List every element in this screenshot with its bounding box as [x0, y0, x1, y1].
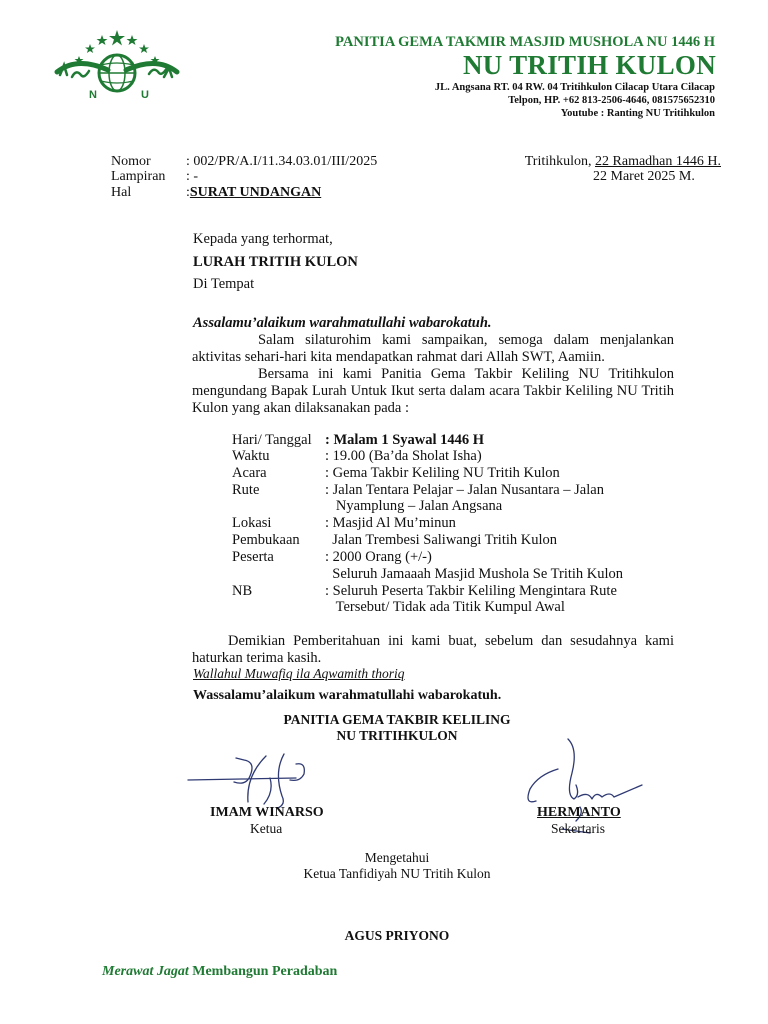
footer-motto-rest: Membangun Peradaban: [188, 964, 338, 979]
detail-label: Pembukaan: [232, 532, 300, 548]
right-signer-role: Sekertaris: [551, 821, 605, 836]
recipient-name: LURAH TRITIH KULON: [193, 254, 358, 270]
header-name: NU TRITIH KULON: [462, 50, 716, 80]
lampiran-label: Lampiran: [111, 169, 166, 184]
header-address: JL. Angsana RT. 04 RW. 04 Tritihkulon Cilacap Utara Cilacap: [434, 82, 715, 93]
detail-value: : 19.00 (Ba’da Sholat Isha): [325, 448, 482, 464]
right-signer-name: HERMANTO: [537, 805, 621, 820]
detail-value: Nyamplung – Jalan Angsana: [325, 498, 503, 514]
paragraph-2: Bersama ini kami Panitia Gema Takbir Keliling NU Tritihkulon mengundang Bapak Lurah Untuk Ikut serta dalam acara Takbir Keliling NU Tritih Kulon yang akan dilaksanakan pada :: [192, 366, 674, 416]
recipient-greeting: Kepada yang terhormat,: [193, 231, 333, 247]
date-hijri: 22 Ramadhan 1446 H.: [595, 154, 721, 169]
bottom-signer-name: AGUS PRIYONO: [344, 928, 450, 943]
hal-label: Hal: [111, 185, 132, 200]
hal-subject: SURAT UNDANGAN: [189, 185, 322, 200]
nu-logo-icon: [52, 30, 182, 104]
paragraph-1: Salam silaturohim kami sampaikan, semoga dalam menjalankan aktivitas sehari-hari kita mendapatkan rahmat dari Allah SWT, Aamiin.: [192, 332, 674, 365]
detail-label: Peserta: [232, 549, 274, 565]
date-place: Tritihkulon,: [524, 154, 592, 169]
detail-label: Hari/ Tanggal: [232, 432, 312, 448]
detail-value: : Malam 1 Syawal 1446 H: [325, 432, 485, 448]
header-phone: Telpon, HP. +62 813-2506-4646, 081575652310: [508, 95, 715, 106]
detail-label: NB: [232, 583, 253, 599]
logo-letter-u: U: [141, 89, 149, 101]
detail-value: Seluruh Jamaaah Masjid Mushola Se Tritih Kulon: [325, 566, 624, 582]
detail-value: : Jalan Tentara Pelajar – Jalan Nusantara – Jalan: [325, 482, 604, 498]
detail-value: : Masjid Al Mu’minun: [325, 515, 456, 531]
wallahul-line: Wallahul Muwafiq ila Aqwamith thoriq: [193, 666, 405, 681]
detail-label: Waktu: [232, 448, 270, 464]
detail-value: : 2000 Orang (+/-): [325, 549, 432, 565]
footer-motto-italic: Merawat Jagat: [102, 964, 189, 979]
hal-value: [186, 185, 321, 201]
detail-value: Tersebut/ Tidak ada Titik Kumpul Awal: [325, 599, 565, 615]
header-youtube: Youtube : Ranting NU Tritihkulon: [560, 108, 715, 119]
detail-label: Acara: [232, 465, 267, 481]
detail-value: : Seluruh Peserta Takbir Keliling Mengintara Rute: [325, 583, 617, 599]
date-masehi: 22 Maret 2025 M.: [593, 169, 695, 184]
committee-line-1: PANITIA GEMA TAKBIR KELILING: [283, 712, 511, 727]
nomor-value: : 002/PR/A.I/11.34.03.01/III/2025: [186, 154, 378, 169]
detail-value: : Gema Takbir Keliling NU Tritih Kulon: [325, 465, 560, 481]
committee-line-2: NU TRITIHKULON: [336, 728, 458, 743]
hal-colon: :: [186, 185, 190, 200]
footer-motto: [102, 964, 337, 980]
detail-label: Rute: [232, 482, 260, 498]
recipient-place: Di Tempat: [193, 276, 255, 292]
acknowledge-title: Ketua Tanfidiyah NU Tritih Kulon: [303, 866, 491, 881]
header-org: PANITIA GEMA TAKMIR MASJID MUSHOLA NU 1446 H: [335, 34, 715, 50]
lampiran-value: : -: [186, 169, 199, 184]
acknowledge-label: Mengetahui: [364, 850, 430, 865]
left-signer-name: IMAM WINARSO: [210, 805, 324, 820]
nomor-label: Nomor: [111, 154, 151, 169]
date-line: [525, 154, 721, 170]
closing-paragraph: Demikian Pemberitahuan ini kami buat, sebelum dan sesudahnya kami haturkan terima kasih.: [192, 633, 674, 666]
logo-letter-n: N: [89, 89, 97, 101]
left-signer-role: Ketua: [250, 821, 283, 836]
detail-value: Jalan Trembesi Saliwangi Tritih Kulon: [325, 532, 558, 548]
detail-label: Lokasi: [232, 515, 272, 531]
opening-salam: Assalamu’alaikum warahmatullahi wabarokatuh.: [193, 315, 492, 331]
closing-salam: Wassalamu’alaikum warahmatullahi wabarokatuh.: [193, 688, 502, 703]
